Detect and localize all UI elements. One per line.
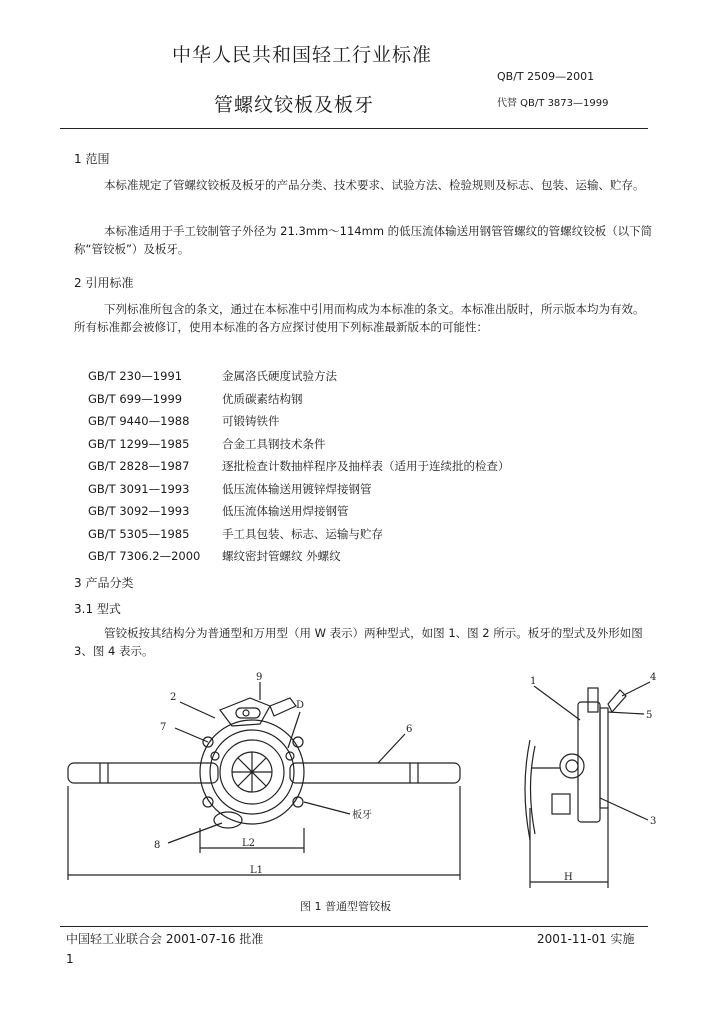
approval-note: 中国轻工业联合会 2001-07-16 批准 [66, 932, 264, 946]
header-rule [60, 128, 648, 129]
label-L2: L2 [242, 838, 256, 849]
document-title: 管螺纹铰板及板牙 [214, 94, 375, 116]
callout-1: 1 [530, 676, 537, 687]
callout-5: 5 [646, 710, 653, 721]
callout-3: 3 [650, 816, 657, 827]
reference-item: GB/T 5305—1985 手工具包装、标志、运输与贮存 [88, 526, 383, 541]
side-view [525, 682, 653, 888]
footer-rule [60, 926, 648, 927]
reference-item: GB/T 3092—1993 低压流体输送用焊接钢管 [88, 504, 349, 518]
replaces-code: 代替 QB/T 3873—1999 [497, 98, 609, 109]
reference-item: GB/T 1299—1985 合金工具钢技术条件 [88, 436, 326, 451]
section-2-title: 2 引用标准 [74, 276, 134, 290]
section-2-para-1: 下列标准所包含的条文，通过在本标准中引用而构成为本标准的条文。本标准出版时，所示版本均为有效。所有标准都会被修订，使用本标准的各方应探讨使用下列标准最新版本的可能性： [74, 302, 645, 334]
page-number: 1 [66, 952, 74, 966]
label-H: H [564, 872, 573, 883]
effective-date: 2001-11-01 实施 [537, 932, 635, 946]
section-1-para-1: 本标准规定了管螺纹铰板及板牙的产品分类、技术要求、试验方法、检验规则及标志、包装、运输、贮存。 [104, 178, 645, 192]
callout-4: 4 [650, 672, 657, 683]
section-1-para-2: 本标准适用于手工铰制管子外径为 21.3mm～114mm 的低压流体输送用钢管管螺纹的管螺纹铰板（以下简称“管铰板”）及板牙。 [74, 224, 653, 256]
die-body [200, 720, 304, 828]
standard-name: 中华人民共和国轻工行业标准 [172, 44, 433, 66]
handle-right [290, 763, 460, 783]
callout-8: 8 [154, 840, 161, 851]
reference-item: GB/T 230—1991 金属洛氏硬度试验方法 [88, 369, 337, 383]
reference-item: GB/T 7306.2—2000 螺纹密封管螺纹 外螺纹 [88, 549, 341, 563]
section-3-1-title: 3.1 型式 [74, 602, 121, 616]
label-die: 板牙 [352, 810, 372, 821]
top-mechanism [220, 698, 296, 726]
label-L1: L1 [250, 865, 264, 876]
figure-1-caption: 图 1 普通型管铰板 [300, 900, 391, 913]
callout-7: 7 [160, 722, 167, 733]
section-3-title: 3 产品分类 [74, 576, 134, 590]
reference-item: GB/T 2828—1987 逐批检查计数抽样程序及抽样表（适用于连续批的检查） [88, 459, 510, 473]
callout-9: 9 [256, 672, 263, 683]
reference-item: GB/T 9440—1988 可锻铸铁件 [88, 414, 280, 428]
callout-2: 2 [170, 692, 177, 703]
callout-6: 6 [406, 724, 413, 735]
reference-item: GB/T 3091—1993 低压流体输送用镀锌焊接钢管 [88, 481, 372, 496]
reference-item: GB/T 699—1999 优质碳素结构钢 [88, 391, 303, 406]
label-D: D [296, 700, 305, 711]
reference-list [88, 365, 510, 568]
section-1-title: 1 范围 [74, 152, 110, 166]
standard-code: QB/T 2509—2001 [497, 70, 595, 83]
handle-left [68, 763, 218, 783]
figure-1-drawing [60, 668, 660, 896]
section-3-1-para-1: 管铰板按其结构分为普通型和万用型（用 W 表示）两种型式，如图 1、图 2 所示。板牙的型式及外形如图 3、图 4 表示。 [74, 626, 643, 658]
